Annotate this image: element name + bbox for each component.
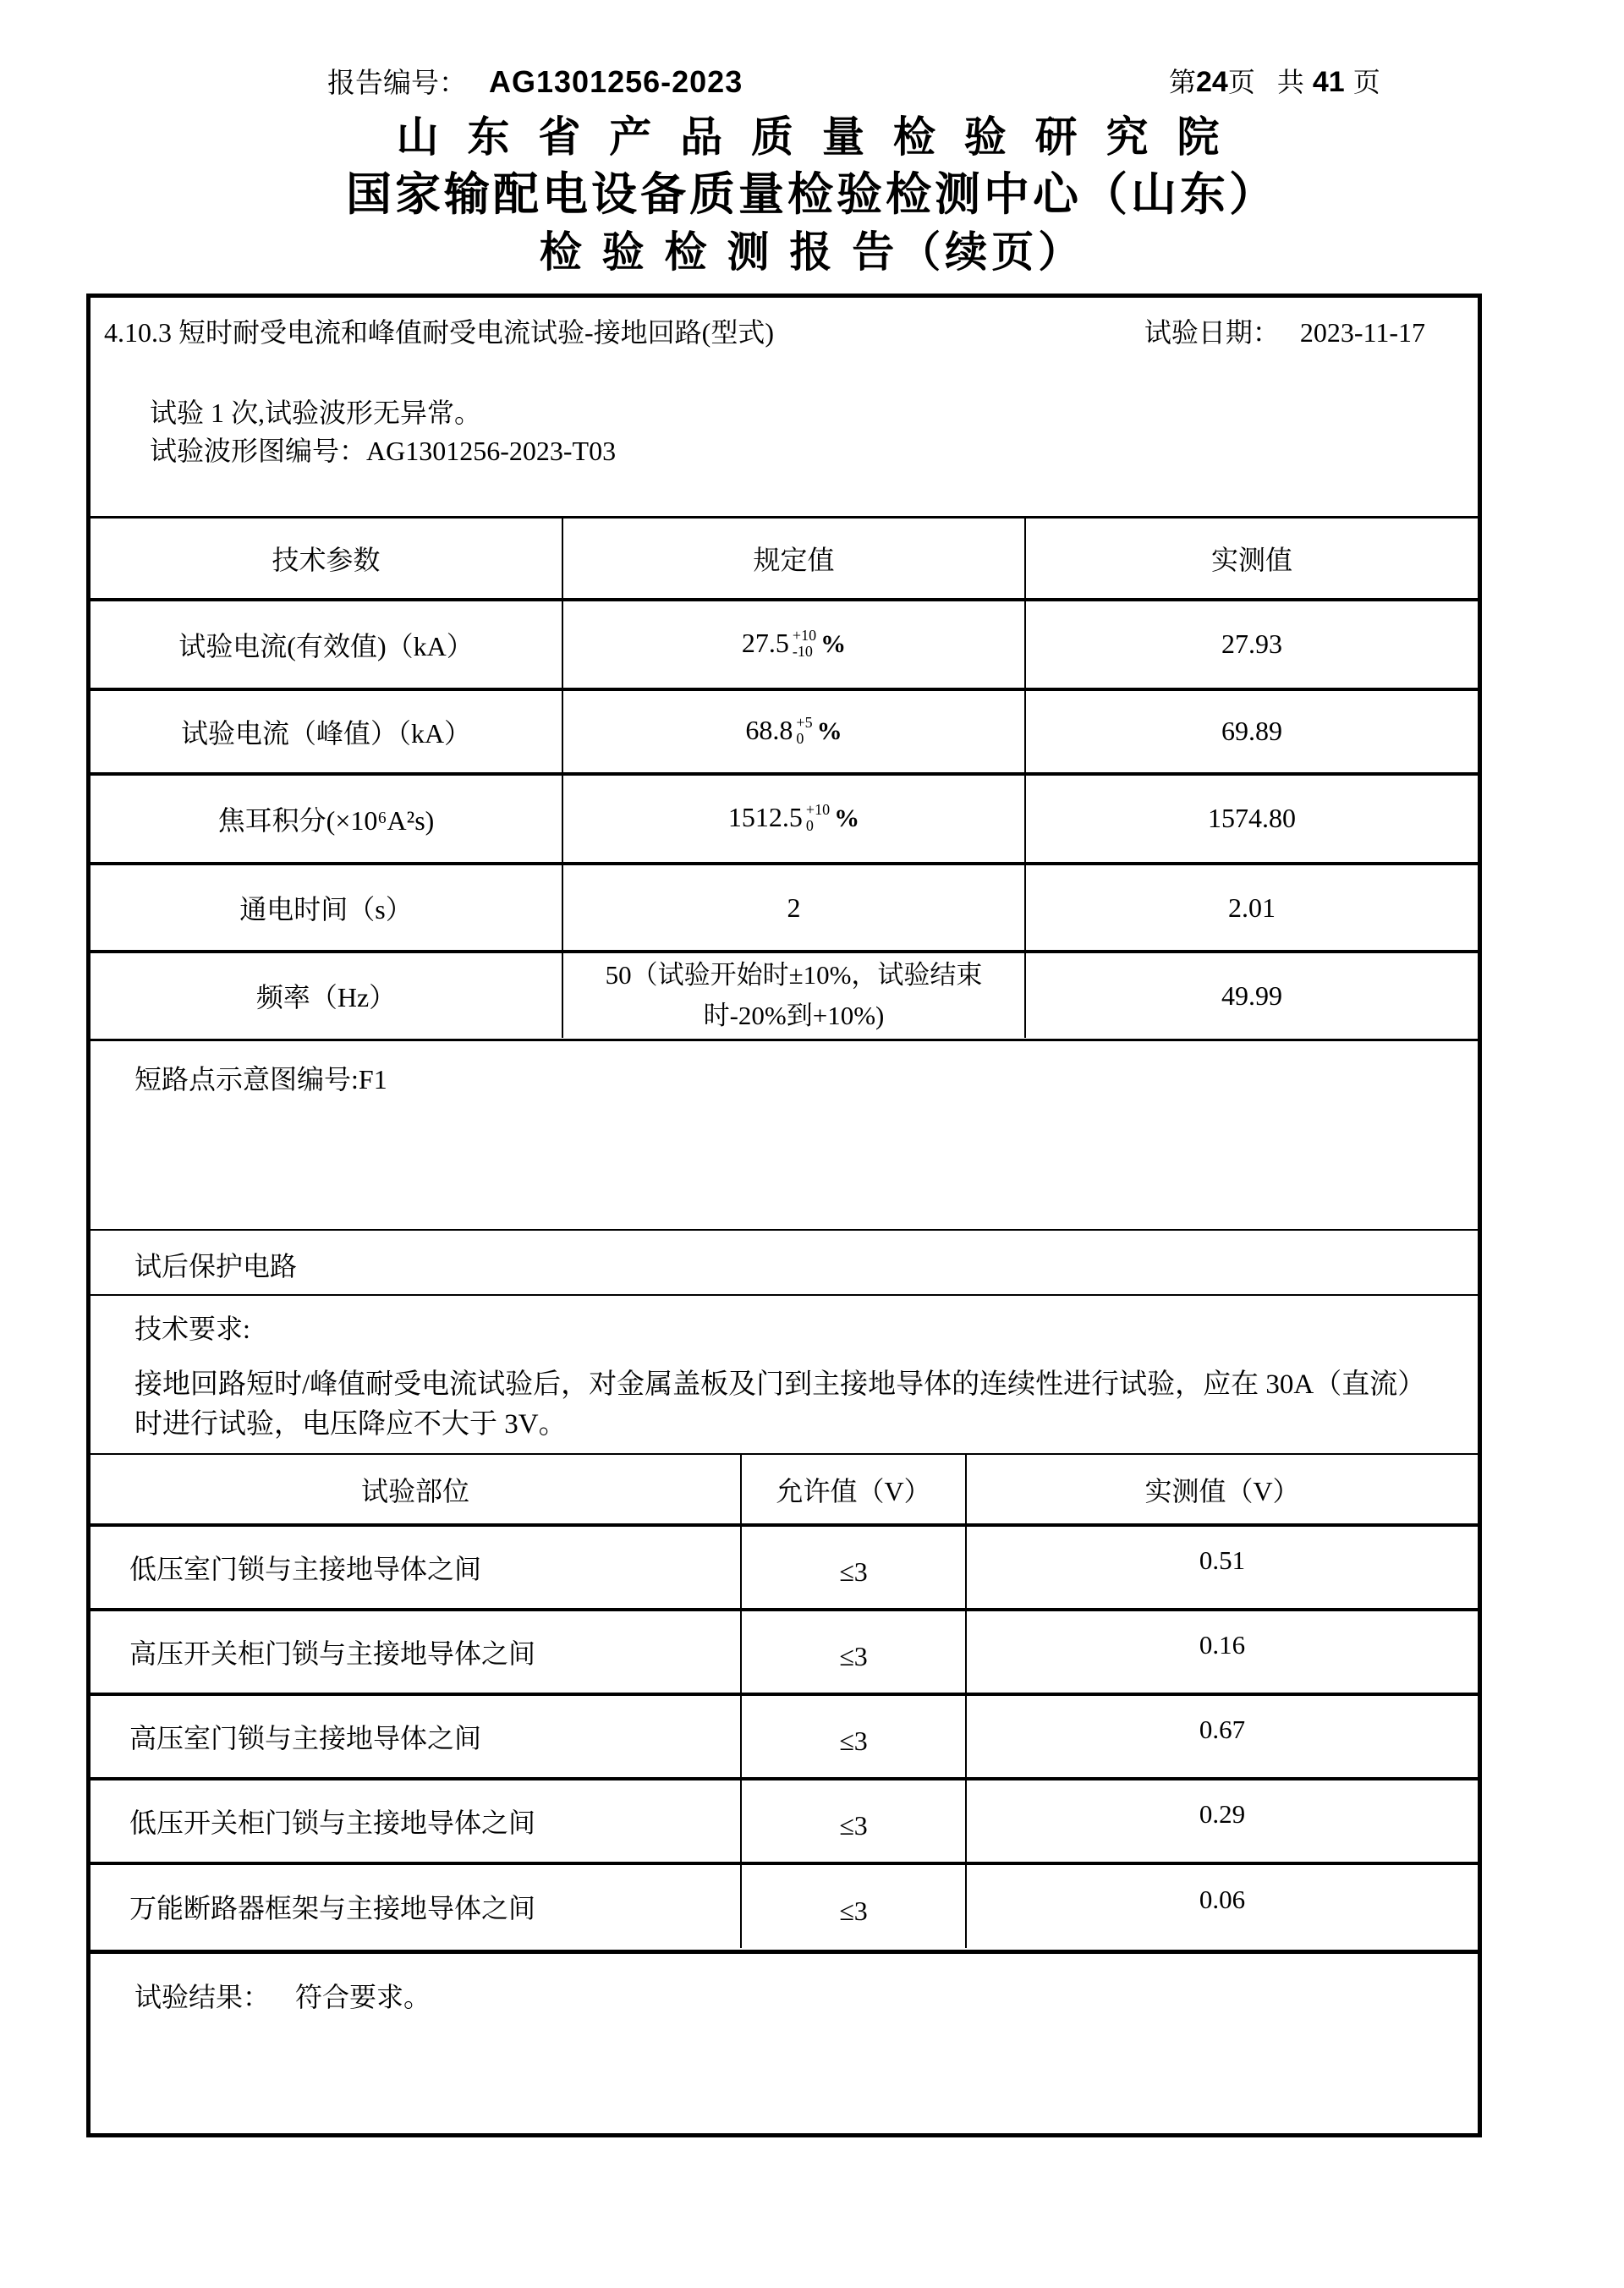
measured-voltage: 0.29	[1199, 1798, 1246, 1829]
param-name-cell: 焦耳积分(×10⁶A²s)	[91, 774, 562, 864]
test-note-line: 试验 1 次,试验波形无异常。	[150, 398, 482, 428]
waveform-number-label: 试验波形图编号：	[150, 436, 367, 466]
waveform-number-line	[91, 431, 1478, 470]
test-result-label: 试验结果：	[134, 1982, 271, 2012]
tolerance-stack	[806, 802, 830, 834]
section-ground-table	[91, 1453, 1478, 1950]
spec-line: 时-20%到+10%)	[703, 1001, 885, 1031]
section-test-result	[91, 1950, 1478, 2133]
param-name-cell: 试验电流(有效值)（kA）	[91, 600, 562, 689]
clause-row	[91, 298, 1478, 350]
report-number-value: AG1301256-2023	[489, 64, 743, 99]
allowed-value-cell	[741, 1525, 966, 1610]
tech-requirements-line-1: 接地回路短时/峰值耐受电流试验后，对金属盖板及门到主接地导体的连续性进行试验，应在 30A（直流）	[134, 1369, 1426, 1400]
spec-value-cell	[562, 952, 1025, 1038]
ground-table-row	[91, 1863, 1478, 1948]
param-table-row	[91, 689, 1478, 775]
test-result-value: 符合要求。	[295, 1982, 431, 2012]
param-table-body	[91, 600, 1478, 1038]
measured-voltage: 0.51	[1199, 1545, 1246, 1575]
spec-main-value: 68.8	[745, 714, 793, 745]
ground-header-allowed: 允许值（V）	[741, 1455, 966, 1525]
ground-header-part: 试验部位	[360, 1475, 469, 1506]
report-body-box	[86, 294, 1482, 2137]
param-name-cell: 试验电流（峰值）（kA）	[91, 689, 562, 775]
clause-title: 4.10.3 短时耐受电流和峰值耐受电流试验-接地回路(型式)	[104, 317, 774, 348]
allowed-value-cell	[741, 1863, 966, 1948]
waveform-number-value: AG1301256-2023-T03	[366, 436, 617, 466]
spec-value-cell	[562, 864, 1025, 952]
param-header-name: 技术参数	[272, 545, 381, 575]
section-post-test-circuit	[91, 1229, 1478, 1294]
tolerance-lower: 0	[796, 730, 804, 748]
spec-value-cell	[562, 689, 1025, 775]
spec-line: 50（试验开始时±10%，试验结束	[605, 960, 983, 990]
spec-value-cell	[562, 600, 1025, 689]
title-line-center: 国家输配电设备质量检验检测中心（山东）	[346, 169, 1278, 220]
ground-table-row	[91, 1610, 1478, 1694]
page-indicator-total-label: 共	[1276, 67, 1304, 97]
measured-voltage: 0.16	[1199, 1629, 1246, 1660]
page-indicator-suffix: 页	[1352, 67, 1380, 97]
param-table-row	[91, 864, 1478, 952]
test-part-cell: 低压开关柜门锁与主接地导体之间	[91, 1779, 741, 1863]
spec-main-value: 1512.5	[727, 801, 803, 832]
tolerance-stack	[793, 628, 816, 660]
ground-table-row	[91, 1525, 1478, 1610]
spec-main-value: 27.5	[741, 627, 789, 658]
tech-requirements-line-2: 时进行试验，电压降应不大于 3V。	[134, 1409, 567, 1440]
tolerance-lower: -10	[792, 643, 813, 661]
page-header	[0, 61, 1624, 102]
current-page-number: 24	[1196, 66, 1228, 98]
tolerance-upper: +10	[792, 627, 817, 645]
param-header-spec: 规定值	[562, 519, 1025, 600]
ground-table	[91, 1455, 1478, 1948]
ground-table-row	[91, 1779, 1478, 1863]
short-circuit-diagram-note: 短路点示意图编号:F1	[134, 1064, 387, 1095]
allowed-value-cell	[741, 1610, 966, 1694]
section-short-circuit-note	[91, 1039, 1478, 1229]
test-part-cell: 高压室门锁与主接地导体之间	[91, 1694, 741, 1779]
test-date-value: 2023-11-17	[1299, 317, 1425, 348]
measured-voltage-cell	[966, 1525, 1478, 1610]
param-header-measured: 实测值	[1025, 519, 1478, 600]
ground-table-row	[91, 1694, 1478, 1779]
allowed-value: ≤3	[839, 1640, 868, 1671]
section-clause	[91, 298, 1478, 516]
param-table-row	[91, 952, 1478, 1038]
percent-sign: %	[820, 629, 847, 658]
test-date-label: 试验日期：	[1144, 317, 1280, 348]
tolerance-lower: 0	[805, 817, 814, 835]
measured-voltage: 0.67	[1199, 1714, 1246, 1744]
tech-requirements-paragraph	[134, 1365, 1464, 1445]
section-param-table	[91, 516, 1478, 1039]
percent-sign: %	[816, 716, 842, 745]
allowed-value-cell	[741, 1694, 966, 1779]
test-part-cell: 高压开关柜门锁与主接地导体之间	[91, 1610, 741, 1694]
measured-voltage-cell	[966, 1610, 1478, 1694]
test-part-cell: 低压室门锁与主接地导体之间	[91, 1525, 741, 1610]
measured-value-cell: 2.01	[1025, 864, 1478, 952]
report-number-label: 报告编号：	[327, 69, 467, 99]
test-part-cell: 万能断路器框架与主接地导体之间	[91, 1863, 741, 1948]
param-table	[91, 519, 1478, 1038]
spec-main-value: 2	[787, 892, 801, 923]
param-table-header-row	[91, 519, 1478, 600]
test-date-line	[1144, 311, 1425, 350]
tolerance-upper: +10	[805, 801, 831, 819]
title-line-report: 检 验 检 测 报 告（续页）	[539, 228, 1085, 276]
allowed-value: ≤3	[839, 1895, 868, 1926]
measured-voltage: 0.06	[1199, 1884, 1246, 1914]
tolerance-stack	[796, 715, 812, 747]
measured-value-cell: 1574.80	[1025, 774, 1478, 864]
title-line-institute: 山 东 省 产 品 质 量 检 验 研 究 院	[396, 113, 1228, 161]
param-name-cell: 频率（Hz）	[91, 952, 562, 1038]
measured-value-cell: 49.99	[1025, 952, 1478, 1038]
allowed-value: ≤3	[839, 1725, 868, 1756]
page-indicator	[1169, 61, 1380, 100]
section-tech-requirements	[91, 1294, 1478, 1453]
report-number-line	[327, 61, 743, 101]
param-table-row	[91, 600, 1478, 689]
allowed-value: ≤3	[839, 1556, 868, 1587]
measured-voltage-cell	[966, 1694, 1478, 1779]
param-table-row	[91, 774, 1478, 864]
spec-value-cell	[562, 774, 1025, 864]
param-name-cell: 通电时间（s）	[91, 864, 562, 952]
tech-requirements-label: 技术要求:	[134, 1314, 250, 1344]
page-indicator-prefix: 第	[1169, 67, 1197, 97]
allowed-value: ≤3	[839, 1809, 868, 1841]
post-test-circuit-label: 试后保护电路	[134, 1251, 298, 1281]
page-indicator-mid: 页	[1227, 67, 1255, 97]
measured-voltage-cell	[966, 1863, 1478, 1948]
tolerance-upper: +5	[796, 714, 813, 732]
ground-table-body	[91, 1525, 1478, 1948]
percent-sign: %	[834, 804, 860, 832]
allowed-value-cell	[741, 1779, 966, 1863]
measured-value-cell: 27.93	[1025, 600, 1478, 689]
ground-table-header-row	[91, 1455, 1478, 1525]
measured-value-cell: 69.89	[1025, 689, 1478, 775]
ground-header-measured: 实测值（V）	[966, 1455, 1478, 1525]
total-page-number: 41	[1312, 66, 1345, 98]
measured-voltage-cell	[966, 1779, 1478, 1863]
